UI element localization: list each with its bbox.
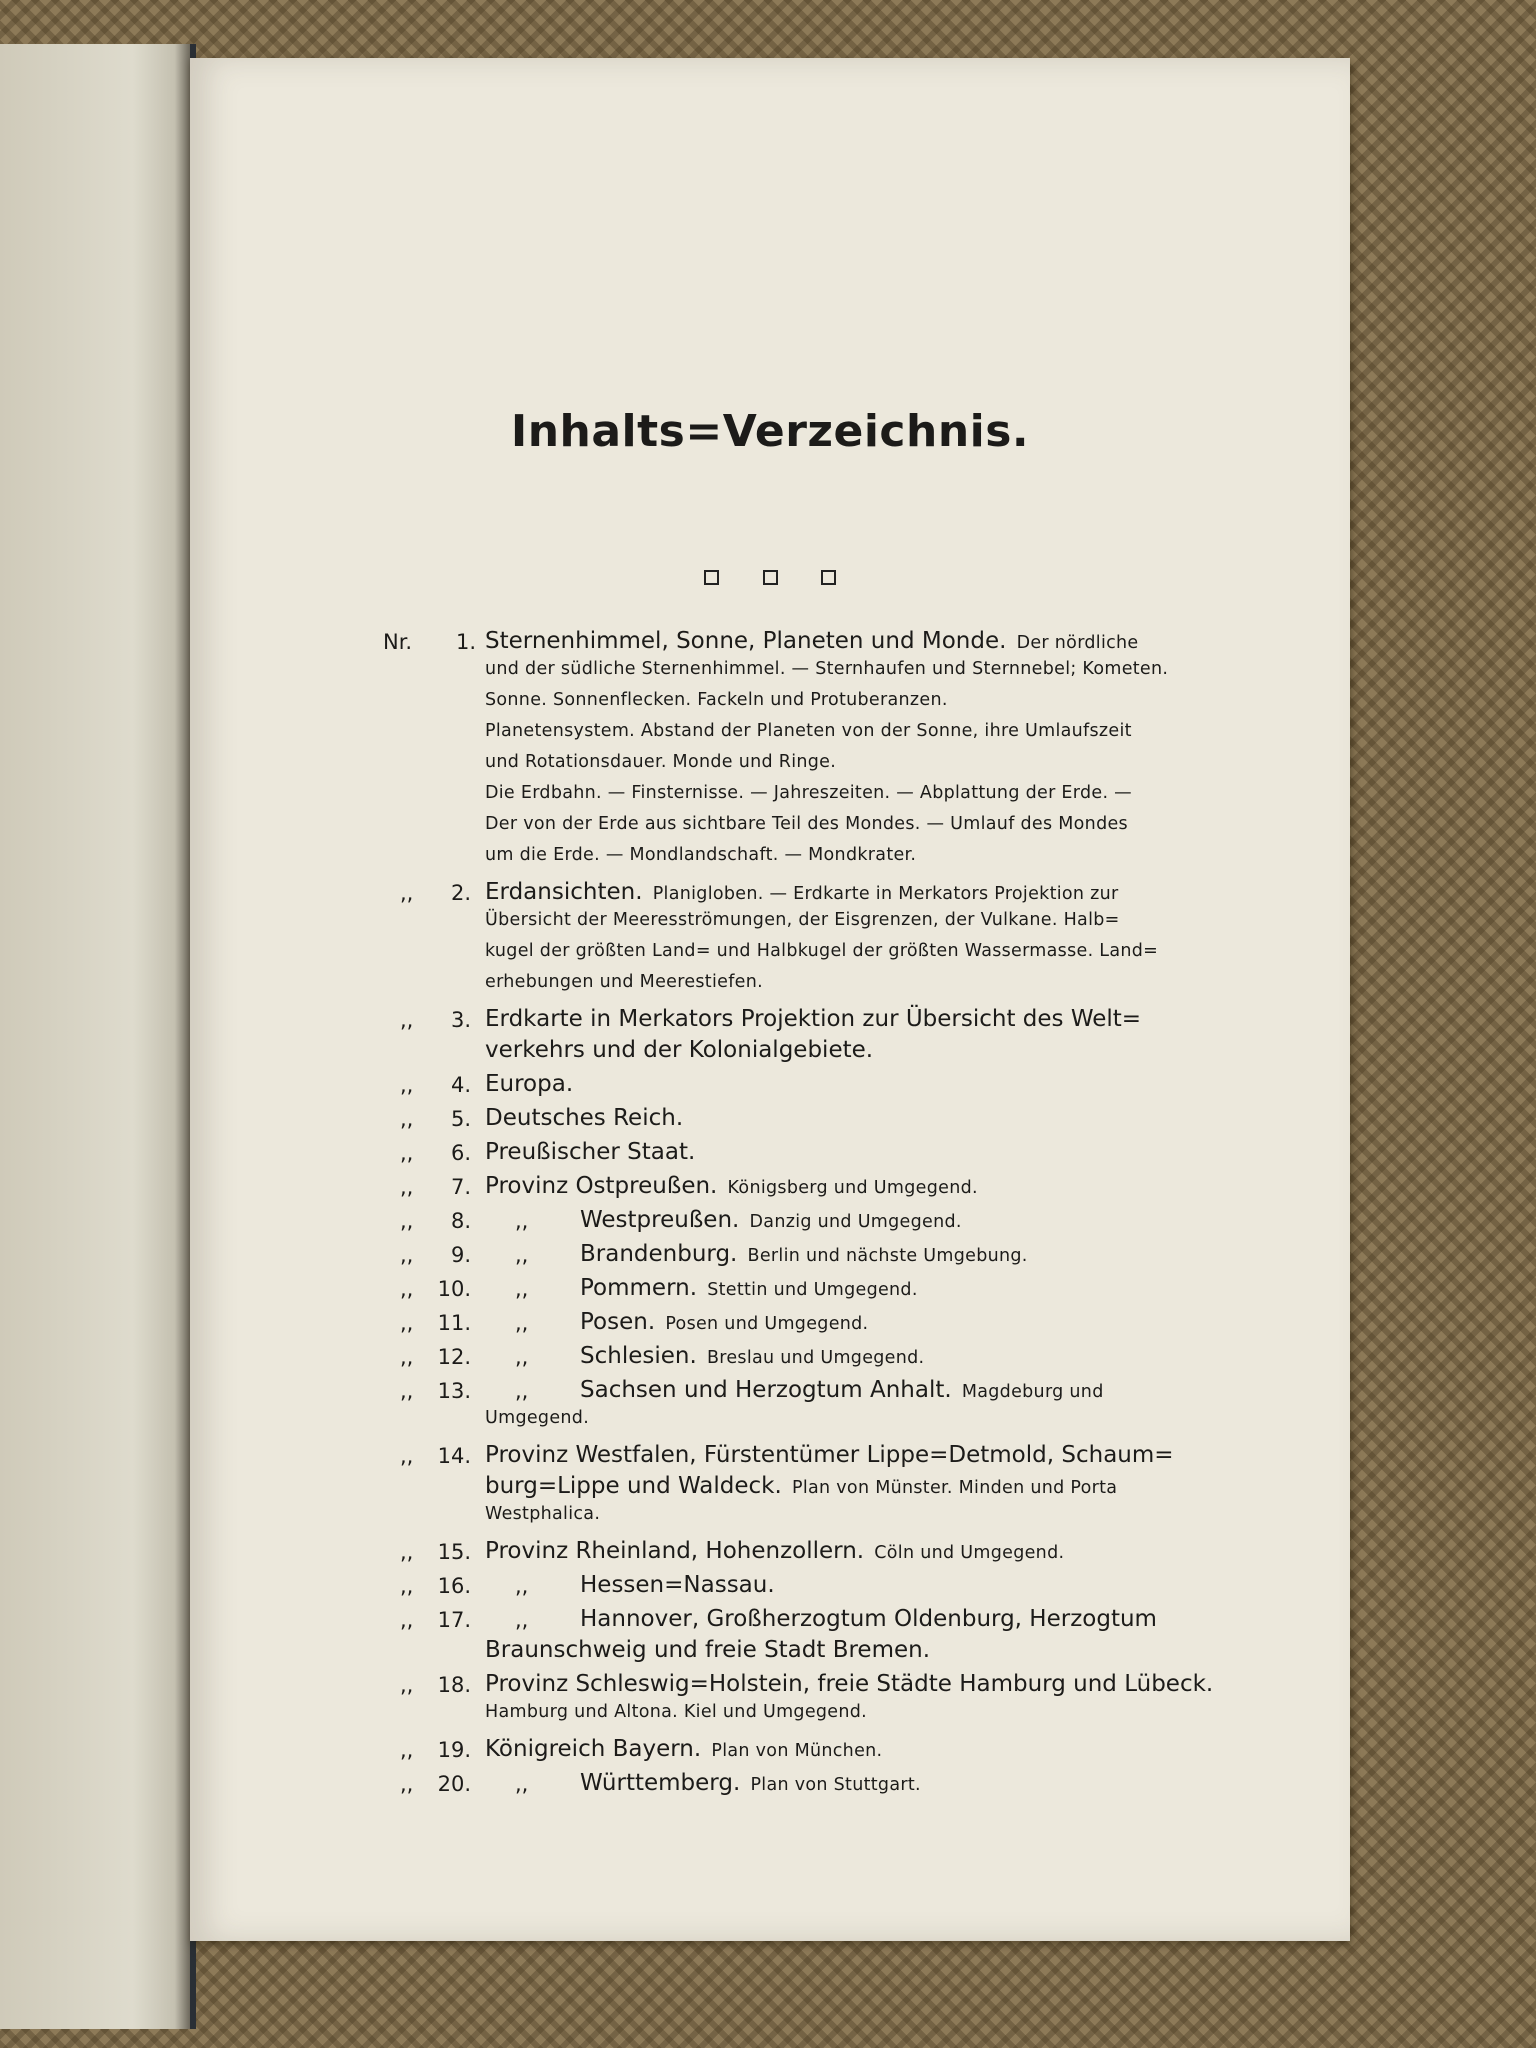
inner-ditto-mark: ,,	[515, 1209, 529, 1233]
entry-ditto-mark: ,,	[400, 1608, 414, 1632]
entry-line	[485, 783, 1132, 814]
entry-subtext: Die Erdbahn. — Finsternisse. — Jahreszeiten. — Abplattung der Erde. —	[485, 783, 1132, 803]
entry-ditto-mark: ,,	[400, 1673, 414, 1697]
entry-line	[485, 1006, 1141, 1037]
entry-ditto-mark: ,,	[400, 1243, 414, 1267]
entry-line	[485, 752, 836, 783]
entry-number: 20.	[437, 1772, 471, 1796]
entry-heading: Posen.	[580, 1309, 656, 1335]
entry-subtext: Stettin und Umgegend.	[707, 1280, 918, 1300]
entry-subtext: erhebungen und Meerestiefen.	[485, 972, 763, 992]
entry-subtext: Planigloben. — Erdkarte in Merkators Projektion zur	[652, 884, 1119, 904]
entry-heading: Schlesien.	[580, 1343, 697, 1369]
entry-line	[485, 1037, 873, 1068]
entry-number: 10.	[437, 1277, 471, 1301]
entry-ditto-mark: ,,	[400, 1141, 414, 1165]
entry-heading: Preußischer Staat.	[485, 1139, 696, 1165]
entry-ditto-mark: ,,	[400, 1345, 414, 1369]
entry-heading: Europa.	[485, 1071, 574, 1097]
entry-ditto-mark: ,,	[400, 1277, 414, 1301]
entry-ditto-mark: ,,	[400, 1772, 414, 1796]
entry-ditto-mark: ,,	[400, 1311, 414, 1335]
entry-line	[580, 1207, 962, 1238]
entry-ditto-mark: ,,	[400, 1073, 414, 1097]
entry-ditto-mark: ,,	[400, 1379, 414, 1403]
entry-line	[580, 1770, 921, 1801]
entry-number: 14.	[437, 1444, 471, 1468]
entry-heading: Pommern.	[580, 1275, 698, 1301]
entry-line	[485, 628, 1139, 659]
entry-heading: Württemberg.	[580, 1770, 741, 1796]
entry-subtext: Danzig und Umgegend.	[749, 1212, 962, 1232]
entry-line	[580, 1275, 918, 1306]
inner-ditto-mark: ,,	[515, 1772, 529, 1796]
entry-line	[485, 721, 1132, 752]
entry-subtext: und Rotationsdauer. Monde und Ringe.	[485, 752, 837, 772]
book-page	[190, 58, 1350, 1941]
entry-number: 5.	[450, 1107, 471, 1131]
entry-line	[485, 1671, 1213, 1702]
entry-line	[485, 879, 1119, 910]
entry-heading: Sachsen und Herzogtum Anhalt.	[580, 1377, 952, 1403]
inner-ditto-mark: ,,	[515, 1379, 529, 1403]
entry-number: 18.	[437, 1673, 471, 1697]
entry-number: 1.	[455, 630, 476, 654]
entry-line	[485, 1408, 589, 1439]
inner-ditto-mark: ,,	[515, 1345, 529, 1369]
entry-number: 4.	[450, 1073, 471, 1097]
entry-line	[485, 659, 1168, 690]
entry-line	[485, 1736, 882, 1767]
ornament-square-icon	[821, 570, 836, 585]
page-title: Inhalts=Verzeichnis.	[510, 406, 1030, 457]
entry-subtext: Der nördliche	[1016, 633, 1139, 653]
entry-subtext: Sonne. Sonnenflecken. Fackeln und Protuberanzen.	[485, 690, 948, 710]
entry-line	[580, 1309, 868, 1340]
entry-subtext: Plan von Stuttgart.	[750, 1775, 921, 1795]
entry-subtext: Westphalica.	[485, 1504, 601, 1524]
entry-heading: Deutsches Reich.	[485, 1105, 684, 1131]
entry-subtext: Königsberg und Umgegend.	[727, 1178, 978, 1198]
entry-heading: Braunschweig und freie Stadt Bremen.	[485, 1637, 931, 1663]
entry-subtext: Plan von München.	[711, 1741, 883, 1761]
entry-subtext: Cöln und Umgegend.	[874, 1543, 1065, 1563]
entry-subtext: Plan von Münster. Minden und Porta	[791, 1478, 1118, 1498]
entry-line	[485, 1139, 695, 1170]
entry-ditto-mark: ,,	[400, 1107, 414, 1131]
entry-ditto-mark: ,,	[400, 1540, 414, 1564]
entry-subtext: Magdeburg und	[961, 1382, 1104, 1402]
entry-heading: burg=Lippe und Waldeck.	[485, 1473, 782, 1499]
entry-line	[485, 1442, 1174, 1473]
entry-number: 12.	[437, 1345, 471, 1369]
entry-line	[485, 910, 1120, 941]
entry-heading: Provinz Westfalen, Fürstentümer Lippe=Detmold, Schaum=	[485, 1442, 1174, 1468]
entry-line	[485, 690, 948, 721]
entry-heading: Königreich Bayern.	[485, 1736, 702, 1762]
entry-ditto-mark: ,,	[400, 1209, 414, 1233]
entry-subtext: und der südliche Sternenhimmel. — Sternhaufen und Sternnebel; Kometen.	[485, 659, 1169, 679]
entry-line	[580, 1377, 1104, 1408]
entry-line	[485, 814, 1128, 845]
entry-subtext: Übersicht der Meeresströmungen, der Eisgrenzen, der Vulkane. Halb=	[485, 910, 1120, 930]
entry-heading: Hessen=Nassau.	[580, 1572, 775, 1598]
entry-subtext: Hamburg und Altona. Kiel und Umgegend.	[485, 1702, 868, 1722]
entry-ditto-mark: ,,	[400, 1175, 414, 1199]
inner-ditto-mark: ,,	[515, 1608, 529, 1632]
entry-number: 7.	[450, 1175, 471, 1199]
entry-ditto-mark: ,,	[400, 1008, 414, 1032]
entry-subtext: Umgegend.	[485, 1408, 590, 1428]
entry-subtext: Der von der Erde aus sichtbare Teil des Mondes. — Umlauf des Mondes	[485, 814, 1128, 834]
entry-heading: Provinz Rheinland, Hohenzollern.	[485, 1538, 865, 1564]
inner-ditto-mark: ,,	[515, 1574, 529, 1598]
entry-heading: Westpreußen.	[580, 1207, 740, 1233]
entry-number: 19.	[437, 1738, 471, 1762]
entry-line	[485, 845, 916, 876]
entry-ditto-mark: ,,	[400, 881, 414, 905]
entry-number: 17.	[437, 1608, 471, 1632]
entry-subtext: Breslau und Umgegend.	[706, 1348, 925, 1368]
entry-subtext: kugel der größten Land= und Halbkugel der größten Wassermasse. Land=	[485, 941, 1159, 961]
facing-page	[0, 44, 196, 2029]
entry-heading: Sternenhimmel, Sonne, Planeten und Monde.	[485, 628, 1007, 654]
inner-ditto-mark: ,,	[515, 1277, 529, 1301]
entry-ditto-mark: ,,	[400, 1574, 414, 1598]
entry-heading: Provinz Ostpreußen.	[485, 1173, 718, 1199]
entry-heading: Provinz Schleswig=Holstein, freie Städte Hamburg und Lübeck.	[485, 1671, 1214, 1697]
inner-ditto-mark: ,,	[515, 1243, 529, 1267]
entry-line	[485, 972, 763, 1003]
inner-ditto-mark: ,,	[515, 1311, 529, 1335]
entry-heading: Erdkarte in Merkators Projektion zur Übersicht des Welt=	[485, 1006, 1142, 1032]
ornament-square-icon	[763, 570, 778, 585]
entry-subtext: Berlin und nächste Umgebung.	[747, 1246, 1028, 1266]
entry-number: 8.	[450, 1209, 471, 1233]
entry-line	[580, 1572, 775, 1603]
entry-number: 15.	[437, 1540, 471, 1564]
entry-number: 16.	[437, 1574, 471, 1598]
entry-number: 13.	[437, 1379, 471, 1403]
ornament-square-icon	[704, 570, 719, 585]
entry-subtext: Planetensystem. Abstand der Planeten von der Sonne, ihre Umlaufszeit	[485, 721, 1132, 741]
entry-heading: Erdansichten.	[485, 879, 643, 905]
entry-heading: verkehrs und der Kolonialgebiete.	[485, 1037, 874, 1063]
entry-prefix: Nr.	[383, 630, 413, 654]
entry-number: 11.	[437, 1311, 471, 1335]
entry-line	[485, 941, 1158, 972]
ornament	[190, 570, 1350, 589]
entry-ditto-mark: ,,	[400, 1444, 414, 1468]
entry-number: 2.	[450, 881, 471, 905]
entry-heading: Hannover, Großherzogtum Oldenburg, Herzogtum	[580, 1606, 1157, 1632]
entry-line	[580, 1606, 1157, 1637]
entry-line	[485, 1504, 600, 1535]
entry-line	[485, 1702, 867, 1733]
entry-line	[485, 1473, 1117, 1504]
entry-line	[485, 1071, 573, 1102]
entry-heading: Brandenburg.	[580, 1241, 738, 1267]
entry-number: 6.	[450, 1141, 471, 1165]
entry-ditto-mark: ,,	[400, 1738, 414, 1762]
entry-line	[485, 1538, 1064, 1569]
entry-number: 9.	[450, 1243, 471, 1267]
entry-subtext: um die Erde. — Mondlandschaft. — Mondkrater.	[485, 845, 917, 865]
entry-line	[485, 1105, 683, 1136]
entry-line	[580, 1241, 1028, 1272]
entry-number: 3.	[450, 1008, 471, 1032]
entry-line	[485, 1637, 930, 1668]
entry-subtext: Posen und Umgegend.	[665, 1314, 869, 1334]
entry-line	[485, 1173, 978, 1204]
entry-line	[580, 1343, 924, 1374]
